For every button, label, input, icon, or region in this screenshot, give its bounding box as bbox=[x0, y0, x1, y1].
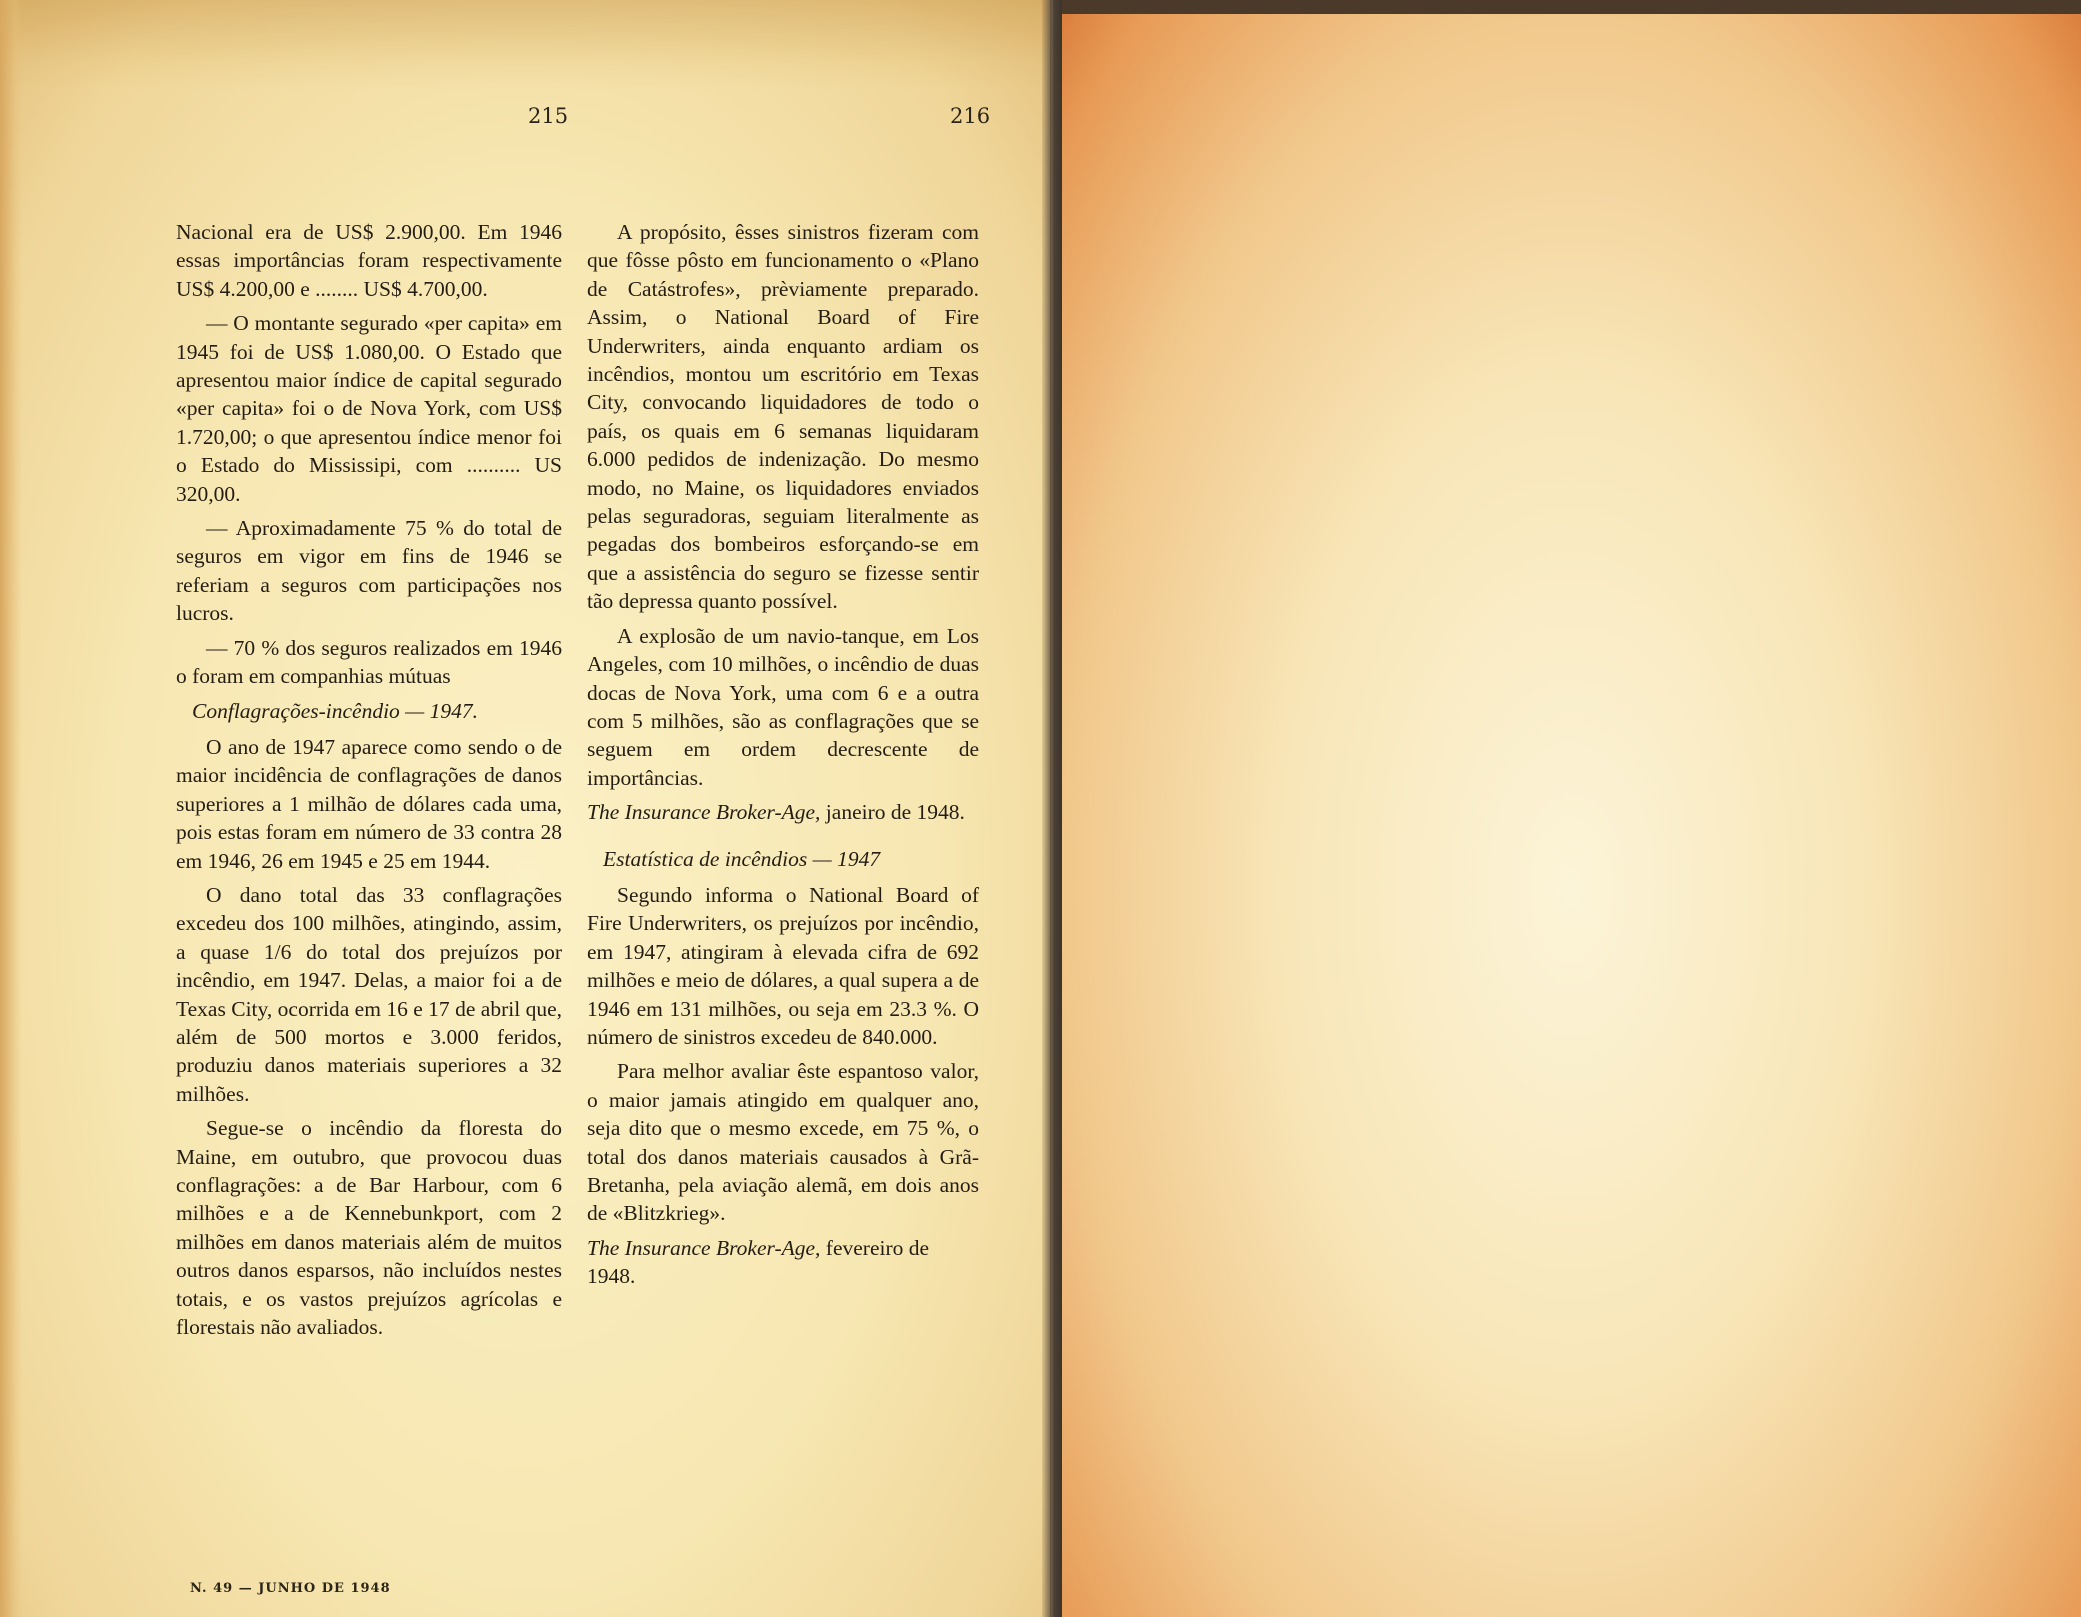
paragraph: O dano total das 33 conflagrações excedeu dos 100 milhões, atingindo, assim, a quase 1/6 do total dos prejuízos por incêndio, em 1947. Delas, a maior foi a de Texas City, ocorrida em 16 e 17 de abril que, além de 500 mortos e 3.000 feridos, produziu danos materiais superiores a 32 milhões. bbox=[176, 882, 562, 1106]
source-citation bbox=[587, 798, 979, 826]
page-number-right-column: 216 bbox=[950, 104, 991, 128]
book-gutter bbox=[1042, 0, 1064, 1617]
paragraph: Segue-se o incêndio da floresta do Maine, em outubro, que provocou duas conflagrações: a de Bar Harbour, com 6 milhões e a de Kennebunkport, com 2 milhões em danos materiais além de muitos outros danos esparsos, não incluídos nestes totais, e os vastos prejuízos agrícolas e florestais não avaliados. bbox=[176, 1116, 562, 1340]
section-heading: Estatística de incêndios — 1947 bbox=[603, 846, 881, 871]
page-number-left: 215 bbox=[528, 104, 569, 128]
page-top-edge bbox=[1062, 0, 2081, 14]
text-column-right bbox=[587, 218, 979, 1305]
source-citation bbox=[587, 1234, 979, 1291]
text-column-left bbox=[176, 218, 562, 1347]
source-date: janeiro de 1948. bbox=[825, 800, 965, 825]
paragraph: A explosão de um navio-tanque, em Los Angeles, com 10 milhões, o incêndio de duas docas de Nova York, uma com 6 e a outra com 5 milhões, são as conflagrações que se seguem em ordem decrescente de importâncias. bbox=[587, 623, 979, 790]
page-footer: N. 49 — JUNHO DE 1948 bbox=[190, 1581, 391, 1596]
paragraph: Nacional era de US$ 2.900,00. Em 1946 essas importâncias foram respectivamente US$ 4.200,00 e ........ US$ 4.700,00. bbox=[176, 220, 562, 301]
paragraph: — 70 % dos seguros realizados em 1946 o foram em companhias mútuas bbox=[176, 635, 562, 689]
section-heading: Conflagrações-incêndio — 1947. bbox=[192, 698, 479, 723]
source-date: fevereiro de 1948. bbox=[587, 1235, 930, 1289]
paragraph: A propósito, êsses sinistros fizeram com que fôsse pôsto em funcionamento o «Plano de Catástrofes», prèviamente preparado. Assim, o National Board of Fire Underwriters, ainda enquanto ardiam os incêndios, montou um escritório em Texas City, convocando liquidadores de todo o país, os quais em 6 semanas liquidaram 6.000 pedidos de indenização. Do mesmo modo, no Maine, os liquidadores enviados pelas seguradoras, seguiam literalmente as pegadas dos bombeiros esforçando-se em que a assistência do seguro se fizesse sentir tão depressa quanto possível. bbox=[587, 220, 979, 614]
source-title: The Insurance Broker-Age, bbox=[587, 1235, 821, 1260]
paragraph: Para melhor avaliar êste espantoso valor, o maior jamais atingido em qualquer ano, seja dito que o mesmo excede, em 75 %, o total dos danos materiais causados à Grã-Bretanha, pela aviação alemã, em dois anos de «Blitzkrieg». bbox=[587, 1059, 979, 1226]
page-foxing bbox=[0, 0, 1050, 90]
paragraph: — Aproximadamente 75 % do total de seguros em vigor em fins de 1946 se referiam a seguros com participações nos lucros. bbox=[176, 516, 562, 626]
right-page-blank bbox=[1062, 0, 2081, 1617]
paragraph: Segundo informa o National Board of Fire Underwriters, os prejuízos por incêndio, em 1947, atingiram à elevada cifra de 692 milhões e meio de dólares, a qual supera a de 1946 em 131 milhões, ou seja em 23.3 %. O número de sinistros excedeu de 840.000. bbox=[587, 882, 979, 1049]
source-title: The Insurance Broker-Age, bbox=[587, 800, 821, 825]
paragraph: — O montante segurado «per capita» em 1945 foi de US$ 1.080,00. O Estado que apresentou maior índice de capital segurado «per capita» foi o de Nova York, com US$ 1.720,00; o que apresentou índice menor foi o Estado do Mississipi, com .......... US 320,00. bbox=[176, 311, 562, 506]
paragraph: O ano de 1947 aparece como sendo o de maior incidência de conflagrações de danos superiores a 1 milhão de dólares cada uma, pois estas foram em número de 33 contra 28 em 1946, 26 em 1945 e 25 em 1944. bbox=[176, 734, 562, 873]
page-edge bbox=[0, 0, 22, 1617]
